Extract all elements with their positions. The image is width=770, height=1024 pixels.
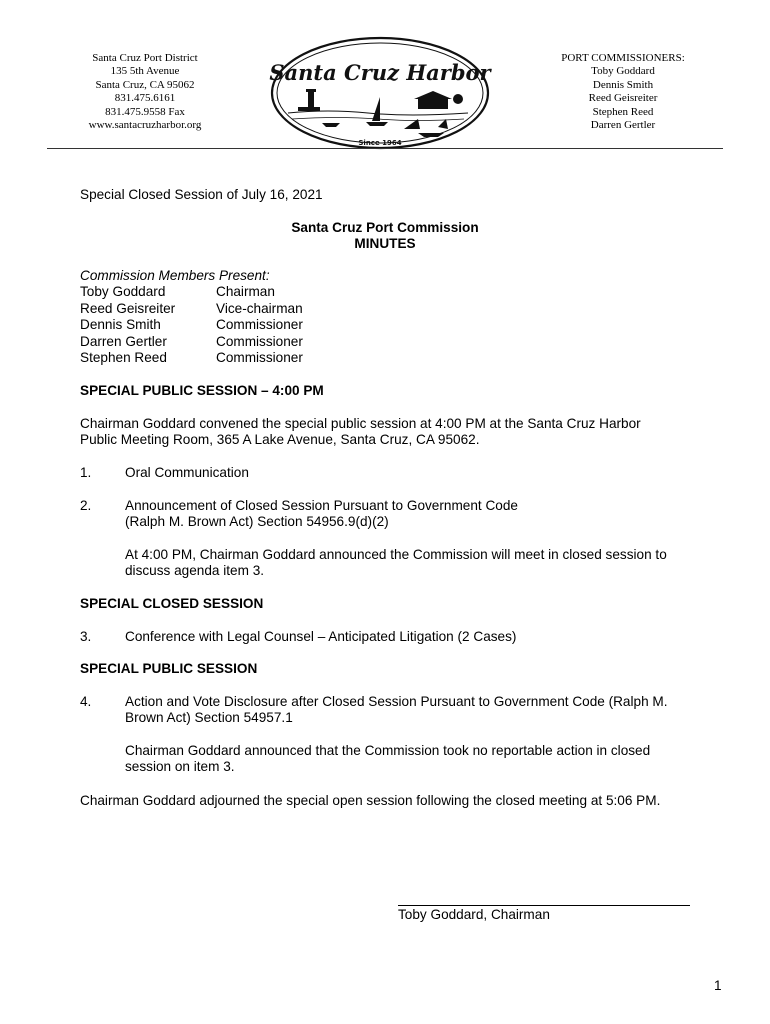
logo-since: Since 1964 [358, 139, 402, 147]
district-address-block [60, 52, 230, 132]
members-present [80, 268, 303, 366]
section-heading-closed-session: SPECIAL CLOSED SESSION [80, 596, 264, 611]
district-phone: 831.475.6161 [114, 92, 176, 105]
item-text [125, 498, 518, 531]
member-role: Commissioner [216, 317, 303, 333]
member-name: Darren Gertler [80, 333, 167, 349]
commissioner-name: Dennis Smith [592, 78, 654, 91]
district-fax: 831.475.9558 Fax [105, 105, 185, 118]
item-note [125, 547, 667, 580]
item-line: Announcement of Closed Session Pursuant to Government Code [125, 498, 518, 513]
section-heading-public-session-2: SPECIAL PUBLIC SESSION [80, 661, 258, 676]
item-number: 4. [80, 694, 92, 709]
member-name: Stephen Reed [80, 350, 167, 366]
commissioners-heading: PORT COMMISSIONERS: [561, 52, 685, 64]
district-street: 135 5th Avenue [110, 65, 180, 78]
item-number: 1. [80, 465, 92, 480]
item-text [125, 694, 668, 727]
member-row [80, 317, 303, 333]
intro-line: Chairman Goddard convened the special public session at 4:00 PM at the Santa Cruz Harbor [80, 416, 641, 431]
member-row [80, 350, 303, 366]
document-org: Santa Cruz Port Commission [291, 220, 479, 235]
note-line: Chairman Goddard announced that the Commission took no reportable action in closed [125, 743, 651, 758]
document-type: MINUTES [354, 236, 416, 251]
commissioners-block [548, 52, 698, 132]
item-line: (Ralph M. Brown Act) Section 54956.9(d)(2) [125, 514, 389, 530]
page-number: 1 [714, 978, 722, 993]
santa-cruz-harbor-logo [268, 33, 492, 153]
member-role: Commissioner [216, 350, 303, 366]
commissioner-name: Darren Gertler [590, 119, 656, 132]
item-text: Conference with Legal Counsel – Anticipated Litigation (2 Cases) [125, 629, 517, 644]
member-role: Vice-chairman [216, 300, 303, 316]
note-line: discuss agenda item 3. [125, 563, 265, 579]
item-number: 3. [80, 629, 92, 644]
member-name: Toby Goddard [80, 284, 166, 300]
signature-name: Toby Goddard, Chairman [398, 907, 550, 922]
district-website: www.santacruzharbor.org [88, 119, 202, 132]
member-row [80, 334, 303, 350]
item-note [125, 743, 650, 776]
members-heading: Commission Members Present: [80, 268, 270, 283]
intro-line: Public Meeting Room, 365 A Lake Avenue, Santa Cruz, CA 95062. [80, 432, 480, 448]
member-row [80, 301, 303, 317]
note-line: At 4:00 PM, Chairman Goddard announced the Commission will meet in closed session to [125, 547, 667, 562]
member-name: Reed Geisreiter [80, 300, 176, 316]
note-line: session on item 3. [125, 759, 235, 775]
item-line: Action and Vote Disclosure after Closed Session Pursuant to Government Code (Ralph M. [125, 694, 668, 709]
member-name: Dennis Smith [80, 317, 161, 333]
district-name: Santa Cruz Port District [92, 52, 198, 64]
adjourn-statement: Chairman Goddard adjourned the special open session following the closed meeting at 5:06 PM. [80, 793, 661, 808]
header-divider [47, 148, 723, 149]
item-text: Oral Communication [125, 465, 249, 480]
intro-paragraph [80, 416, 641, 449]
district-city: Santa Cruz, CA 95062 [95, 78, 195, 91]
item-line: Brown Act) Section 54957.1 [125, 710, 293, 726]
commissioner-name: Reed Geisreiter [588, 92, 658, 105]
item-number: 2. [80, 498, 92, 513]
commissioner-name: Toby Goddard [591, 65, 655, 78]
section-heading-public-session: SPECIAL PUBLIC SESSION – 4:00 PM [80, 383, 324, 398]
signature-line [398, 905, 690, 906]
logo-title: Santa Cruz Harbor [269, 60, 491, 85]
member-role: Commissioner [216, 333, 303, 349]
commissioner-name: Stephen Reed [592, 105, 654, 118]
member-role: Chairman [216, 284, 275, 300]
session-title: Special Closed Session of July 16, 2021 [80, 187, 323, 202]
member-row [80, 284, 303, 300]
